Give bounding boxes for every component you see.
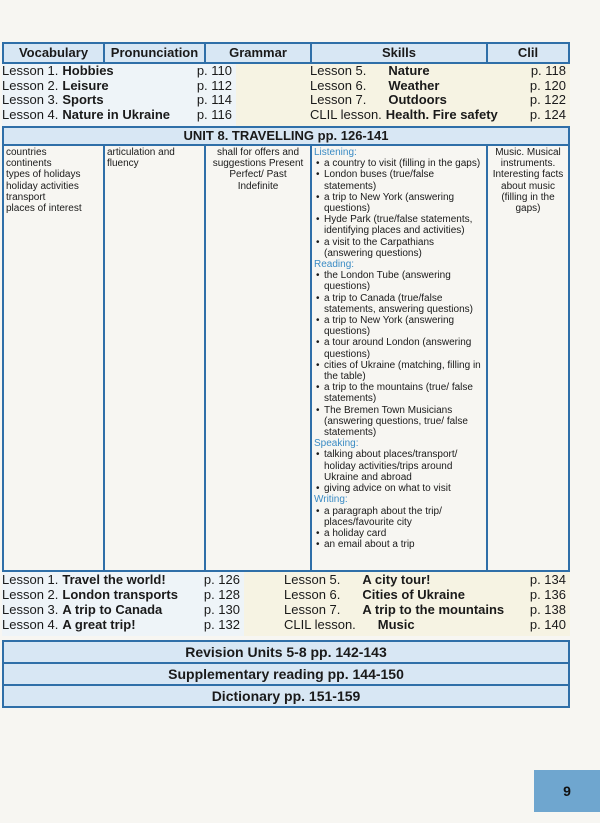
lesson-title: Hobbies	[62, 63, 114, 78]
lesson-number: Lesson 7.	[284, 602, 341, 617]
lesson-row	[284, 572, 570, 587]
lesson-page: p. 118	[530, 63, 566, 78]
lesson-page: p. 138	[529, 602, 566, 617]
lesson-page: p. 140	[529, 617, 566, 632]
list-item: • a trip to the mountains (true/ false statements)	[314, 382, 484, 404]
list-item: • talking about places/transport/ holiday activities/trips around Ukraine and abroad	[314, 449, 484, 483]
vocab-item: transport	[6, 191, 46, 203]
speaking-label: Speaking:	[314, 438, 359, 450]
page-number: 9	[534, 770, 600, 812]
list-item: • Hyde Park (true/false statements, identifying places and activities)	[314, 214, 484, 236]
header-skills: Skills	[312, 44, 488, 62]
lesson-row	[2, 79, 236, 94]
list-item: • a trip to Canada (true/false statements, answering questions)	[314, 293, 484, 315]
lesson-number: Lesson 4.	[2, 107, 59, 123]
unit8-lessons-right	[284, 572, 570, 636]
listening-label: Listening:	[314, 147, 357, 158]
lesson-row	[2, 572, 244, 587]
lesson-row	[310, 93, 570, 108]
lesson-page: p. 112	[196, 77, 232, 93]
header-clil: Clil	[517, 45, 539, 60]
lesson-row	[2, 108, 236, 123]
list-item: • a paragraph about the trip/ places/favourite city	[314, 506, 484, 528]
lesson-page: p. 126	[203, 572, 240, 587]
lesson-row	[284, 602, 570, 617]
lesson-row	[2, 617, 244, 632]
lesson-title: Nature	[388, 63, 430, 78]
header-vocabulary: Vocabulary	[4, 44, 105, 62]
list-item: • a trip to New York (answering questions)	[314, 192, 484, 214]
lesson-number: Lesson 1.	[2, 572, 59, 587]
vocab-item: holiday activities	[6, 180, 79, 192]
lesson-title: London transports	[62, 587, 178, 602]
lesson-row	[2, 93, 236, 108]
list-item: • The Bremen Town Musicians (answering questions, true/ false statements)	[314, 405, 484, 439]
list-item: • a tour around London (answering questions)	[314, 337, 484, 359]
lesson-number: Lesson 2.	[2, 587, 59, 602]
lesson-number: Lesson 3.	[2, 602, 59, 617]
lesson-row	[284, 587, 570, 602]
grammar-cell	[206, 146, 312, 570]
lesson-page: p. 130	[203, 602, 240, 617]
lesson-title: A trip to Canada	[62, 602, 163, 617]
lessons-spacer	[244, 572, 284, 636]
lesson-row	[2, 587, 244, 602]
lesson-row	[310, 64, 570, 79]
grammar-text: shall for offers and suggestions Present Perfect/ Past Indefinite	[212, 147, 304, 192]
reading-list	[314, 270, 484, 438]
contents-table	[2, 42, 570, 708]
unit7-lessons	[2, 64, 570, 126]
lesson-title: Outdoors	[388, 92, 447, 108]
lesson-page: p. 136	[529, 587, 566, 602]
lesson-number: Lesson 5.	[284, 572, 341, 587]
unit8-title: UNIT 8. TRAVELLING pp. 126-141	[2, 126, 570, 146]
lesson-page: p. 132	[203, 617, 240, 632]
lesson-title: Nature in Ukraine	[62, 107, 171, 123]
lesson-page: p. 116	[196, 107, 232, 123]
list-item: • an email about a trip	[314, 539, 484, 550]
lesson-row	[2, 64, 236, 79]
list-item: • London buses (true/false statements)	[314, 169, 484, 191]
vocabulary-cell	[4, 146, 105, 570]
lesson-title: A great trip!	[62, 617, 136, 632]
writing-label: Writing:	[314, 494, 348, 506]
lesson-page: p. 134	[529, 572, 566, 587]
writing-list	[314, 506, 484, 551]
list-item: • a trip to New York (answering questions)	[314, 315, 484, 337]
list-item: • a visit to the Carpathians (answering questions)	[314, 237, 484, 259]
list-item: • giving advice on what to visit	[314, 483, 484, 494]
lesson-title: A trip to the mountains	[362, 602, 505, 617]
lesson-title: A city tour!	[362, 572, 431, 587]
clil-cell	[488, 146, 568, 570]
speaking-list	[314, 449, 484, 494]
unit7-lessons-left	[2, 64, 236, 126]
header-pronunciation: Pronunciation	[105, 44, 206, 62]
supplementary-bar: Supplementary reading pp. 144-150	[2, 664, 570, 686]
vocab-item: continents	[6, 158, 52, 170]
skills-cell	[312, 146, 488, 570]
lesson-page: p. 114	[196, 92, 232, 108]
unit8-lessons-left	[2, 572, 244, 636]
lesson-row	[2, 602, 244, 617]
lesson-page: p. 110	[196, 63, 232, 78]
lesson-page: p. 120	[529, 77, 566, 93]
pronunciation-cell	[105, 146, 206, 570]
header-grammar: Grammar	[206, 44, 312, 62]
vocab-item: places of interest	[6, 203, 82, 215]
listening-list	[314, 158, 484, 259]
lesson-title: Leisure	[62, 77, 109, 93]
list-item: • a holiday card	[314, 528, 484, 539]
lesson-title: Weather	[388, 77, 440, 93]
list-item: • the London Tube (answering questions)	[314, 270, 484, 292]
lesson-number: Lesson 6.	[310, 77, 367, 93]
lesson-number: Lesson 3.	[2, 92, 59, 108]
unit8-content	[2, 146, 570, 570]
list-item: • a country to visit (filling in the gaps)	[314, 158, 484, 169]
lesson-title: Travel the world!	[62, 572, 166, 587]
revision-bar: Revision Units 5-8 pp. 142-143	[2, 640, 570, 664]
lesson-title: Cities of Ukraine	[362, 587, 465, 602]
lesson-number: Lesson 6.	[284, 587, 341, 602]
lesson-title: Music	[377, 617, 415, 632]
lesson-number: Lesson 2.	[2, 77, 59, 93]
lesson-number: Lesson 7.	[310, 92, 367, 108]
lesson-page: p. 124	[529, 107, 566, 123]
lesson-title: Sports	[62, 92, 104, 108]
lesson-number: Lesson 5.	[310, 63, 367, 78]
clil-text: Music. Musical instruments. Interesting facts about music (filling in the gaps)	[492, 147, 564, 215]
list-item: • cities of Ukraine (matching, filling in the table)	[314, 360, 484, 382]
pronunciation-text: articulation and fluency	[107, 147, 175, 170]
lesson-page: p. 128	[203, 587, 240, 602]
dictionary-bar: Dictionary pp. 151-159	[2, 686, 570, 708]
unit8-lessons	[2, 570, 570, 636]
lesson-number: CLIL lesson.	[310, 107, 382, 123]
vocab-item: countries	[6, 147, 47, 158]
reading-label: Reading:	[314, 259, 355, 271]
lesson-row	[310, 79, 570, 94]
lesson-number: Lesson 1.	[2, 63, 59, 78]
lesson-title: Health. Fire safety	[385, 107, 498, 123]
unit7-lessons-right	[310, 64, 570, 126]
column-headers	[2, 42, 570, 64]
lessons-spacer	[236, 64, 310, 126]
lesson-row	[284, 617, 570, 632]
lesson-number: CLIL lesson.	[284, 617, 356, 632]
lesson-row	[310, 108, 570, 123]
lesson-number: Lesson 4.	[2, 617, 59, 632]
lesson-page: p. 122	[529, 92, 566, 108]
vocab-item: types of holidays	[6, 169, 81, 181]
